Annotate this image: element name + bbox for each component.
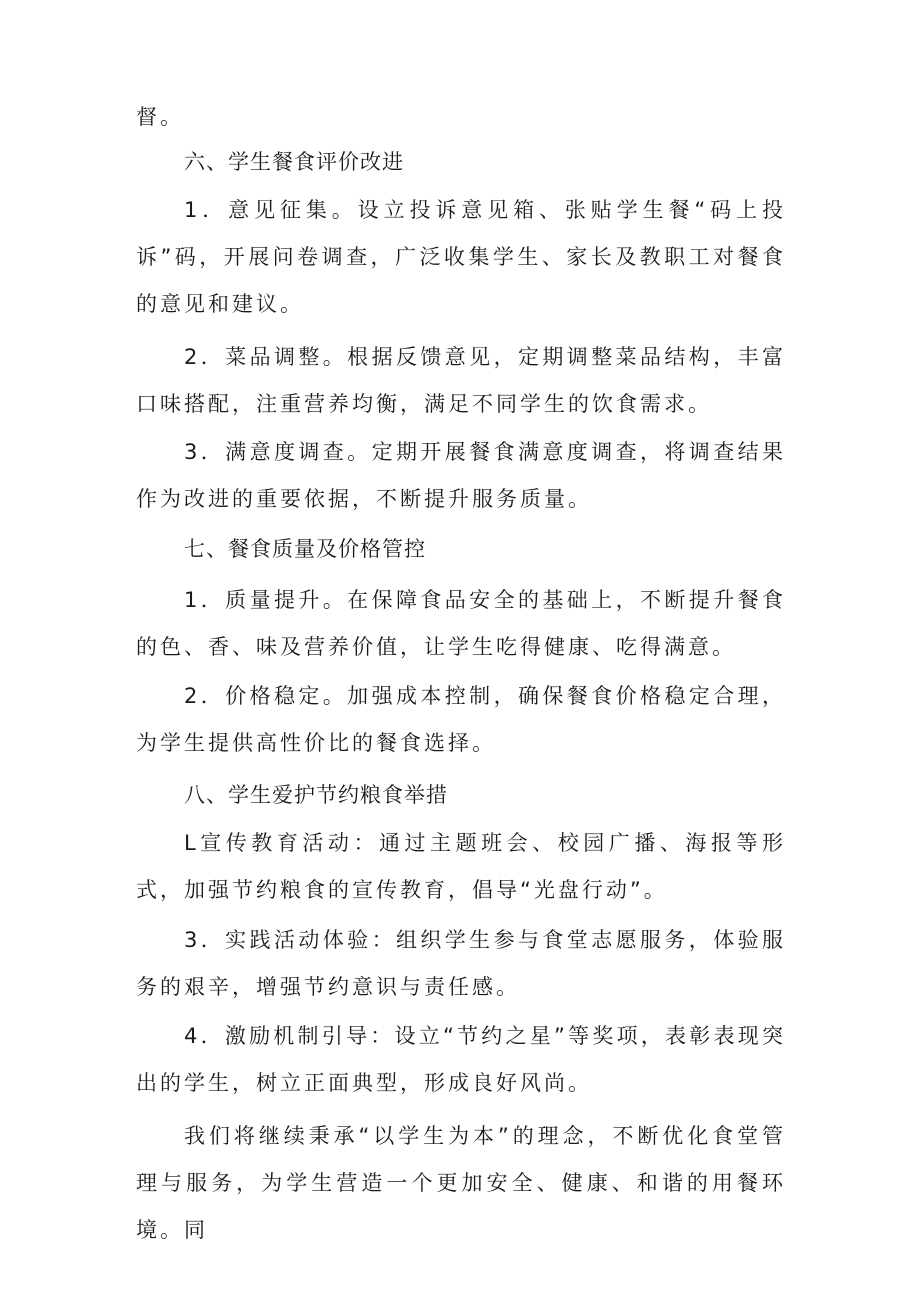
section-heading-6: 六、学生餐食评价改进 — [184, 150, 404, 174]
paragraph-6-2: 2．菜品调整。根据反馈意见，定期调整菜品结构，丰富口味搭配，注重营养均衡，满足不同学生的饮食需求。 — [136, 345, 786, 416]
section-heading-8: 八、学生爱护节约粮食举措 — [184, 783, 448, 807]
paragraph-7-1: 1．质量提升。在保障食品安全的基础上，不断提升餐食的色、香、味及营养价值，让学生吃得健康、吃得满意。 — [136, 588, 786, 659]
paragraph-8-4: 4．激励机制引导：设立“节约之星”等奖项，表彰表现突出的学生，树立正面典型，形成良好风尚。 — [136, 1024, 786, 1095]
paragraph-7-2: 2．价格稳定。加强成本控制，确保餐食价格稳定合理，为学生提供高性价比的餐食选择。 — [136, 684, 786, 755]
paragraph-continuation: 督。 — [136, 105, 184, 129]
paragraph-6-1: 1．意见征集。设立投诉意见箱、张贴学生餐“码上投诉”码，开展问卷调查，广泛收集学生、家长及教职工对餐食的意见和建议。 — [136, 198, 786, 316]
paragraph-8-1: L宣传教育活动：通过主题班会、校园广播、海报等形式，加强节约粮食的宣传教育，倡导“光盘行动”。 — [136, 831, 786, 902]
paragraph-8-3: 3．实践活动体验：组织学生参与食堂志愿服务，体验服务的艰辛，增强节约意识与责任感。 — [136, 928, 786, 999]
paragraph-6-3: 3．满意度调查。定期开展餐食满意度调查，将调查结果作为改进的重要依据，不断提升服务质量。 — [136, 440, 786, 511]
section-heading-7: 七、餐食质量及价格管控 — [184, 537, 426, 561]
paragraph-closing: 我们将继续秉承“以学生为本”的理念，不断优化食堂管理与服务，为学生营造一个更加安全、健康、和谐的用餐环境。同 — [136, 1124, 786, 1242]
